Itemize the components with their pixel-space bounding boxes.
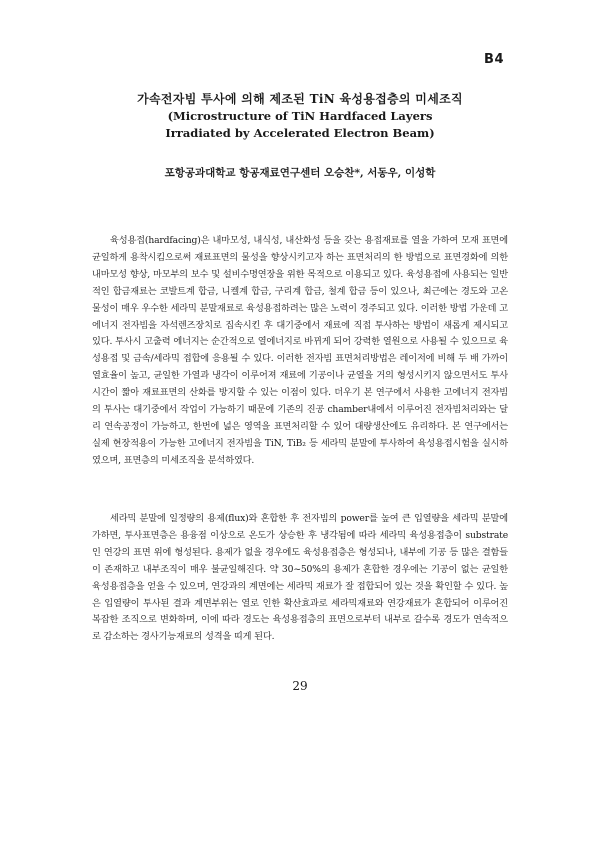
body-paragraph-2 — [92, 511, 508, 646]
page-number: 29 — [292, 679, 308, 693]
paragraph-text: 세라믹 분말에 일정량의 용제(flux)와 혼합한 후 전자빔의 power를 높여 큰 입열량을 세라믹 분말에 가하면, 투사표면층은 용융점 이상으로 온도가 상승한 후 냉각됨에 따라 세라믹 육성용접층이 substrate인 연강의 표면 위에 형성된다. 용제가 없을 경우에도 육성용접층은 형성되나, 내부에 기공 등 많은 결함들이 존재하고 내부조직이 매우 불균일해진다. 약 30~50%의 용제가 혼합한 경우에는 기공이 없는 균일한 육성용접층을 얻을 수 있으며, 연강과의 계면에는 세라믹 재료가 잘 접합되어 있는 것을 확인할 수 있다. 높은 입열량이 투사된 결과 계면부위는 열로 인한 확산효과로 세라믹재료와 연강재료가 혼합되어 이루어진 복잡한 조직으로 변화하며, 이에 따라 경도는 육성용접층의 표면으로부터 내부로 갈수록 경도가 연속적으로 감소하는 경사기능재료의 성격을 띠게 된다. — [92, 513, 508, 643]
section-code: B4 — [484, 52, 504, 67]
paragraph-text: 육성용접(hardfacing)은 내마모성, 내식성, 내산화성 등을 갖는 용접재료를 열을 가하여 모재 표면에 균일하게 용착시킴으로써 재료표면의 물성을 향상시키고자 하는 표면처리의 한 방법으로 표면경화에 의한 내마모성 향상, 마모부의 보수 및 설비수명연장을 위한 목적으로 이용되고 있다. 육성용접에 사용되는 일반적인 합금재료는 코발트계 합금, 니켈계 합금, 구리계 합금, 철계 합금 등이 있으나, 최근에는 경도와 고온물성이 매우 우수한 세라믹 분말재료로 육성용접하려는 많은 노력이 경주되고 있다. 이러한 방법 가운데 고에너지 전자빔을 자석렌즈장치로 집속시킨 후 대기중에서 재료에 직접 투사하는 방법이 새롭게 제시되고 있다. 투사시 고출력 에너지는 순간적으로 열에너지로 바뀌게 되어 강력한 열원으로 사용될 수 있으므로 육성용접 및 금속/세라믹 접합에 응용될 수 있다. 이러한 전자빔 표면처리방법은 레이저에 비해 두 배 가까이 열효율이 높고, 균일한 가열과 냉각이 이루어져 재료에 기공이나 균열을 거의 형성시키지 않으면서도 투사시간이 짧아 재료표면의 산화를 방지할 수 있는 이점이 있다. 더우기 본 연구에서 사용한 고에너지 전자빔의 투사는 대기중에서 작업이 가능하기 때문에 기존의 진공 chamber내에서 이루어진 전자빔처리와는 달리 연속공정이 가능하고, 한번에 넓은 영역을 표면처리할 수 있어 대량생산에도 유리하다. 본 연구에서는 실제 현장적용이 가능한 고에너지 전자빔을 TiN, TiB₂ 등 세라믹 분말에 투사하여 육성용접시험을 실시하였으며, 표면층의 미세조직을 분석하였다. — [92, 235, 508, 466]
authors-line: 포항공과대학교 항공재료연구센터 오승찬*, 서동우, 이성학 — [164, 167, 436, 179]
title-block — [70, 90, 530, 142]
title-english-line1: (Microstructure of TiN Hardfaced Layers — [167, 109, 433, 123]
body-paragraph-1 — [92, 233, 508, 470]
title-english-line2: Irradiated by Accelerated Electron Beam) — [165, 126, 435, 140]
title-korean: 가속전자빔 투사에 의해 제조된 TiN 육성용접층의 미세조직 — [137, 92, 463, 106]
